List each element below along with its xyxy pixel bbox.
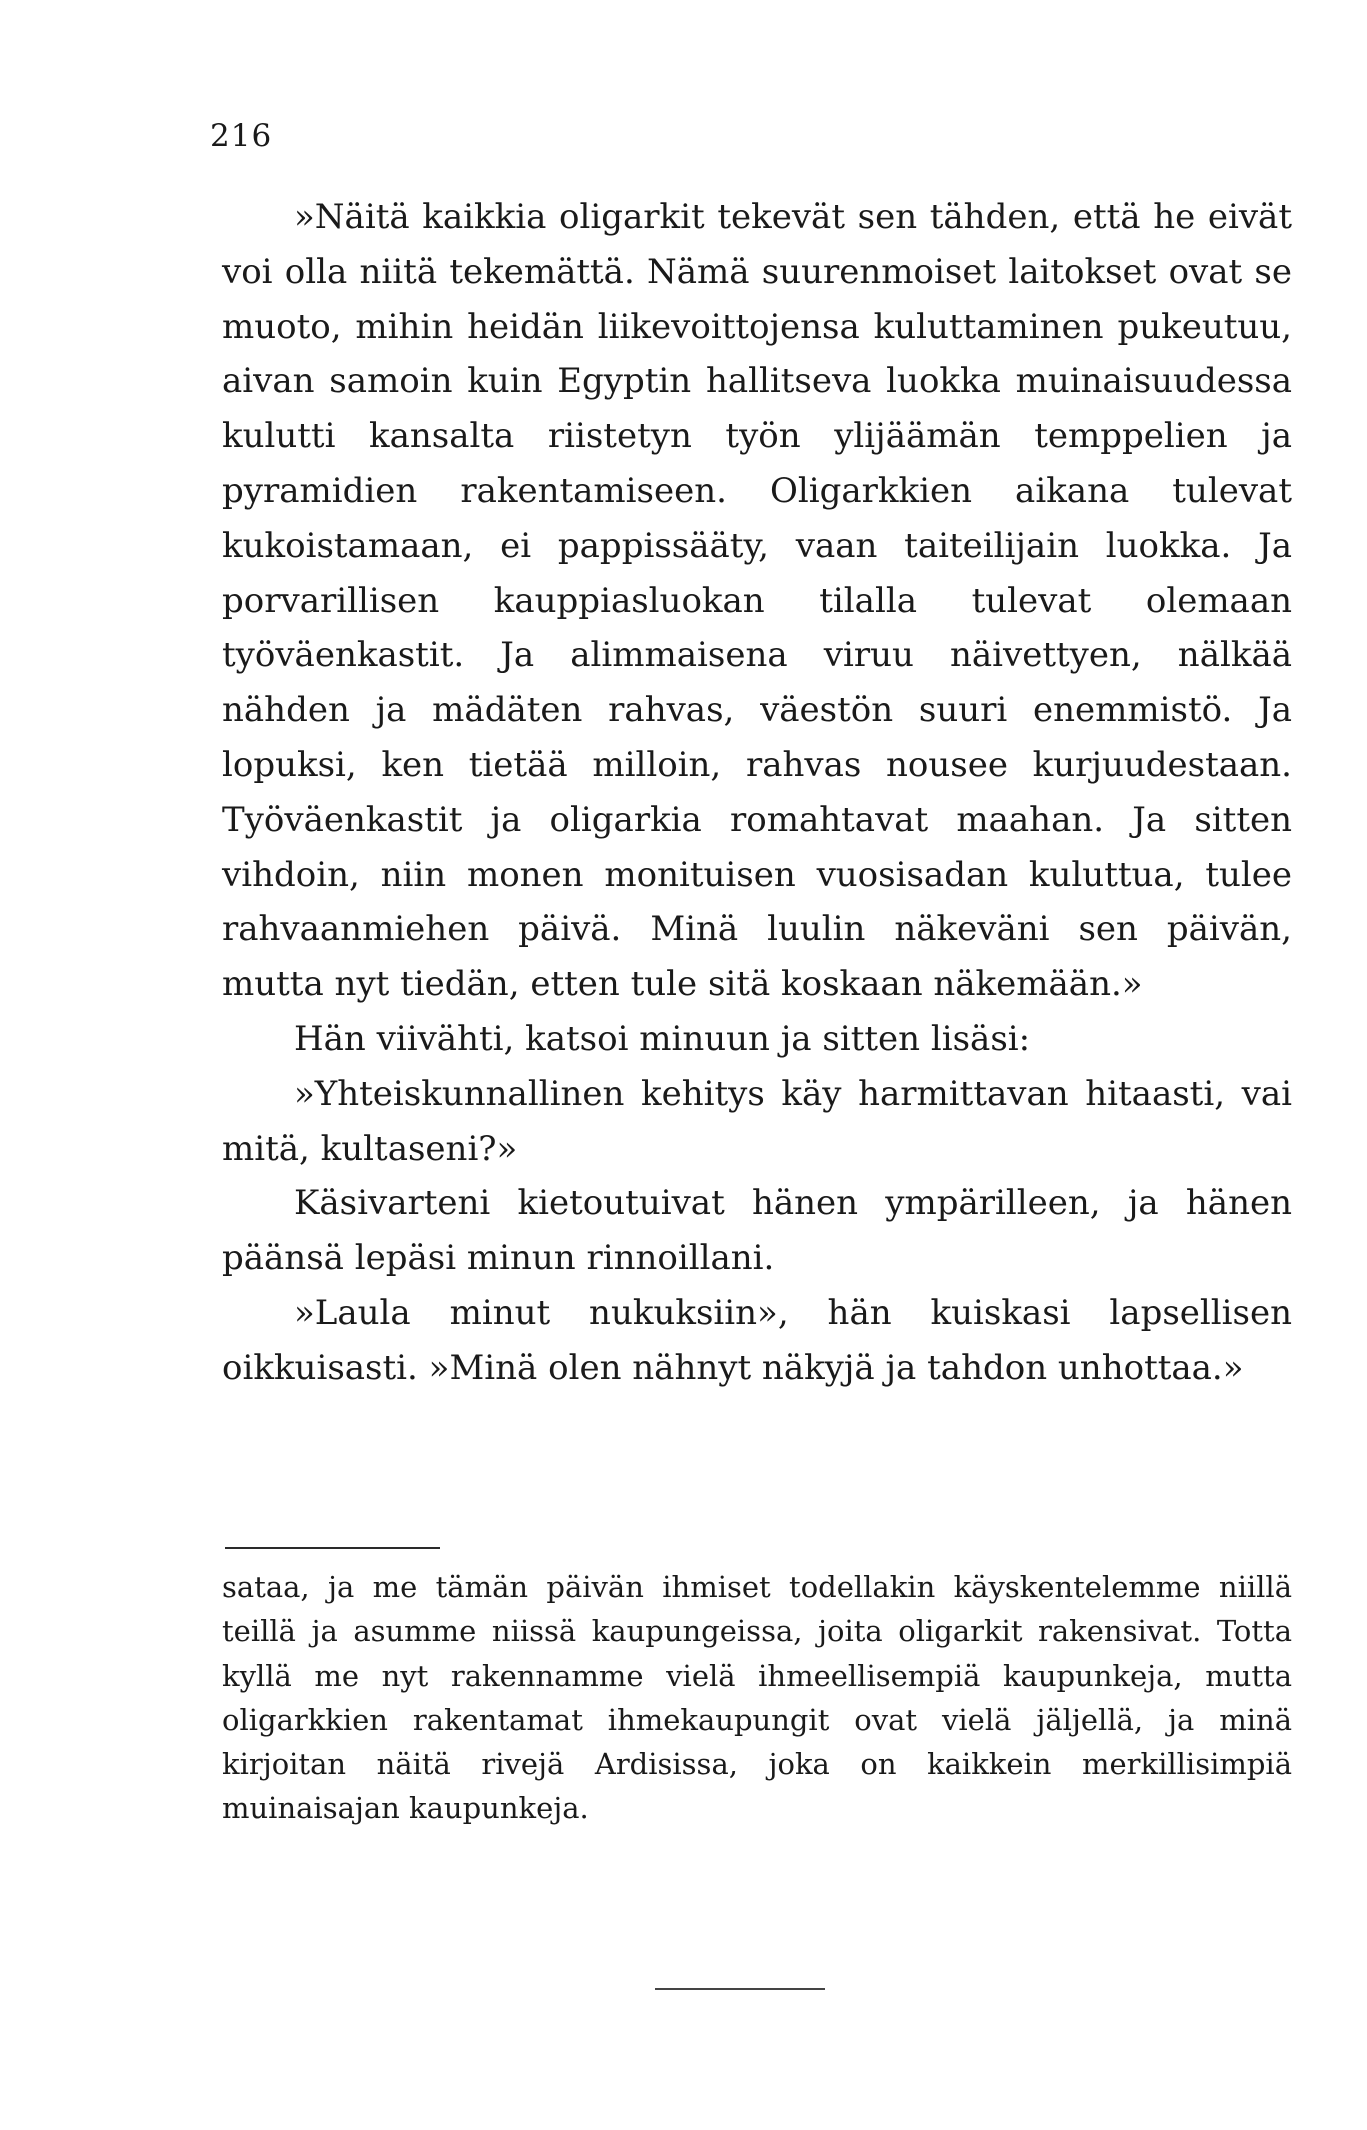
footnote: sataa, ja me tämän päivän ihmiset todellakin käyskentelemme niillä teillä ja asumme niissä kaupungeissa, joita oligarkit rakensivat. Totta kyllä me nyt rakennamme vielä ihmeellisempiä kaupunkeja, mutta oligarkkien rakentamat ihmekaupungit ovat vielä jäljellä, ja minä kirjoitan näitä rivejä Ardisissa, joka on kaikkein merkillisimpiä muinaisajan kaupunkeja. bbox=[222, 1570, 1292, 1826]
end-divider bbox=[655, 1988, 825, 1990]
footnote-divider bbox=[225, 1547, 440, 1549]
paragraph-5: »Laula minut nukuksiin», hän kuiskasi lapsellisen oikkuisasti. »Minä olen nähnyt näkyjä ja tahdon unhottaa.» bbox=[222, 1292, 1292, 1388]
main-text bbox=[222, 190, 1292, 1396]
paragraph-2: Hän viivähti, katsoi minuun ja sitten lisäsi: bbox=[294, 1018, 1031, 1059]
page-number: 216 bbox=[210, 118, 273, 154]
paragraph-4: Käsivarteni kietoutuivat hänen ympärilleen, ja hänen päänsä lepäsi minun rinnoillani. bbox=[222, 1183, 1292, 1279]
paragraph-1: »Näitä kaikkia oligarkit tekevät sen tähden, että he eivät voi olla niitä tekemättä. Nämä suurenmoiset laitokset ovat se muoto, mihin heidän liikevoittojensa kuluttaminen pukeutuu, aivan samoin kuin Egyptin hallitseva luokka muinaisuudessa kulutti kansalta riistetyn työn ylijäämän temppelien ja pyramidien rakentamiseen. Oligarkkien aikana tulevat kukoistamaan, ei pappissääty, vaan taiteilijain luokka. Ja porvarillisen kauppiasluokan tilalla tulevat olemaan työväenkastit. Ja alimmaisena viruu näivettyen, nälkää nähden ja mädäten rahvas, väestön suuri enemmistö. Ja lopuksi, ken tietää milloin, rahvas nousee kurjuudestaan. Työväenkastit ja oligarkia romahtavat maahan. Ja sitten vihdoin, niin monen monituisen vuosisadan kuluttua, tulee rahvaanmiehen päivä. Minä luulin näkeväni sen päivän, mutta nyt tiedän, etten tule sitä koskaan näkemään.» bbox=[222, 197, 1292, 1005]
paragraph-3: »Yhteiskunnallinen kehitys käy harmittavan hitaasti, vai mitä, kultaseni?» bbox=[222, 1073, 1292, 1169]
